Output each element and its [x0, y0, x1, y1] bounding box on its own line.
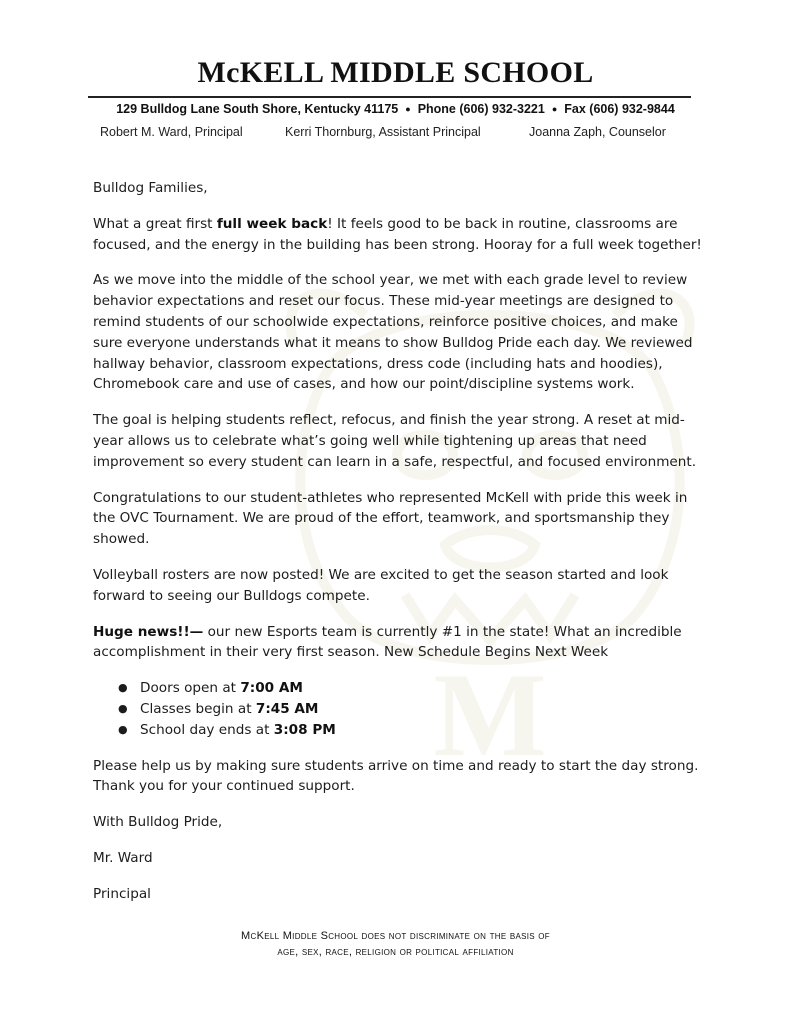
- schedule-list: [93, 678, 703, 740]
- list-item: ● Classes begin at 7:45 AM: [118, 699, 703, 720]
- emphasis-full-week: full week back: [216, 215, 328, 232]
- footer-line-2: age, sex, race, religion or political affiliation: [277, 946, 514, 958]
- closing: With Bulldog Pride,: [93, 814, 223, 831]
- bullet-separator: ●: [551, 104, 558, 114]
- watermark-letter: M: [433, 648, 547, 781]
- paragraph-volleyball: Volleyball rosters are now posted! We are excited to get the season started and look forward to seeing our Bulldogs compete.: [93, 566, 669, 604]
- paragraph-esports: Huge news!!— our new Esports team is currently #1 in the state! What an incredible accomplishment in their very first season. New Schedule Begins Next Week: [93, 623, 682, 661]
- list-item: ● School day ends at 3:08 PM: [118, 720, 703, 741]
- emphasis-huge-news: Huge news!!—: [93, 623, 204, 640]
- school-name: McKELL MIDDLE SCHOOL: [197, 56, 594, 89]
- school-address: 129 Bulldog Lane South Shore, Kentucky 41175: [116, 102, 399, 116]
- school-phone: Phone (606) 932-3221: [417, 102, 545, 116]
- school-fax: Fax (606) 932-9844: [564, 102, 675, 116]
- signer-title: Principal: [93, 885, 151, 902]
- paragraph-reset: The goal is helping students reflect, refocus, and finish the year strong. A reset at mid-year allows us to celebrate what’s going well while tightening up areas that need improvement so every student can learn in a safe, respectful, and focused environment.: [93, 412, 697, 470]
- paragraph-expectations: As we move into the middle of the school year, we met with each grade level to review behavior expectations and reset our focus. These mid-year meetings are designed to remind students of our schoolwide expectations, reinforce positive choices, and make sure everyone understands what it means to show Bulldog Pride each day. We reviewed hallway behavior, classroom expectations, dress code (including hats and hoodies), Chromebook care and use of cases, and how our point/discipline systems work.: [93, 272, 693, 393]
- bullet-separator: ●: [405, 104, 411, 114]
- paragraph-first-week: What a great first full week back! It feels good to be back in routine, classrooms are focused, and the energy in the building has been strong. Hooray for a full week together!: [93, 215, 702, 253]
- signer-name: Mr. Ward: [93, 849, 153, 866]
- contact-line: [0, 102, 791, 116]
- footer-line-1: McKell Middle School does not discriminate on the basis of: [241, 930, 550, 942]
- letter-body: [93, 178, 703, 920]
- list-item: ● Doors open at 7:00 AM: [118, 678, 703, 699]
- nondiscrimination-footer: [0, 928, 791, 960]
- staff-assistant-principal: Kerri Thornburg, Assistant Principal: [285, 125, 481, 139]
- paragraph-arrival: Please help us by making sure students arrive on time and ready to start the day strong. Thank you for your continued support.: [93, 757, 699, 795]
- staff-counselor: Joanna Zaph, Counselor: [529, 125, 666, 139]
- staff-principal: Robert M. Ward, Principal: [100, 125, 243, 139]
- header-divider: [88, 96, 691, 98]
- paragraph-athletes: Congratulations to our student-athletes who represented McKell with pride this week in the OVC Tournament. We are proud of the effort, teamwork, and sportsmanship they showed.: [93, 489, 688, 548]
- greeting: Bulldog Families,: [93, 180, 208, 196]
